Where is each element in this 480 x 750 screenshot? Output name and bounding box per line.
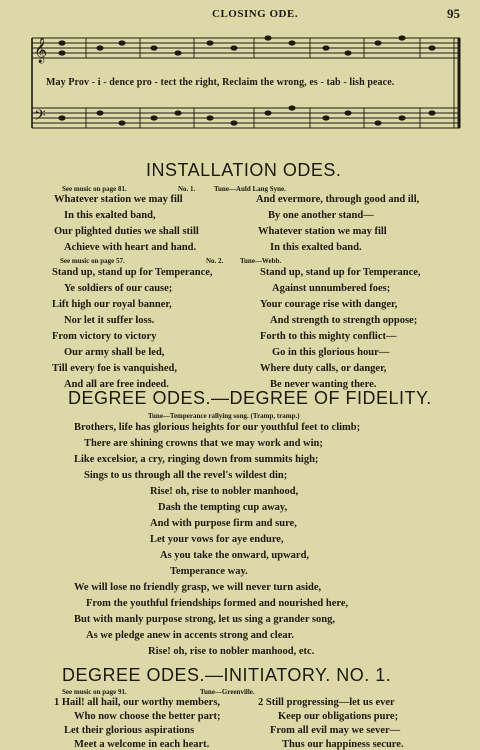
initiatory-right-line-4: Thus our happiness secure. (282, 739, 404, 750)
fidelity-title: DEGREE ODES.—DEGREE OF FIDELITY. (68, 388, 432, 408)
installation-title: INSTALLATION ODES. (146, 160, 342, 180)
no1-right-line-3: Whatever station we may fill (258, 226, 387, 237)
no2-left-line-4: Nor let it suffer loss. (64, 315, 155, 326)
initiatory-left-line-2: Who now choose the better part; (74, 711, 221, 722)
running-title: CLOSING ODE. (212, 8, 299, 20)
initiatory-right-line-2: Keep our obligations pure; (278, 711, 399, 722)
fidelity-line-9: As you take the onward, upward, (160, 550, 310, 561)
no2-left-line-8: And all are free indeed. (64, 379, 169, 390)
svg-text:𝄞: 𝄞 (34, 38, 48, 63)
fidelity-line-4: Sings to us through all the revel's wildest din; (84, 470, 288, 481)
initiatory-title: DEGREE ODES.—INITIATORY. NO. 1. (62, 665, 392, 685)
initiatory-left-line-3: Let their glorious aspirations (64, 725, 195, 736)
no1-left-line-3: Our plighted duties we shall still (54, 226, 199, 237)
page-number: 95 (447, 6, 460, 21)
music-score (28, 26, 464, 148)
initiatory-left-line-1: 1 Hail! all hail, our worthy members, (54, 697, 221, 708)
no2-right-line-7: Where duty calls, or danger, (260, 363, 387, 374)
fidelity-line-7: And with purpose firm and sure, (150, 518, 297, 529)
no1-see-music: See music on page 81. (62, 185, 127, 193)
fidelity-line-10: Temperance way. (170, 566, 248, 577)
fidelity-line-13: But with manly purpose strong, let us sing a grander song, (74, 614, 335, 625)
no2-right-line-4: And strength to strength oppose; (270, 315, 418, 326)
no1-number: No. 1. (178, 185, 196, 193)
no2-right-line-8: Be never wanting there. (270, 379, 377, 390)
no2-left-line-7: Till every foe is vanquished, (52, 363, 177, 374)
fidelity-line-8: Let your vows for aye endure, (150, 534, 284, 545)
no2-right-line-2: Against unnumbered foes; (272, 283, 391, 294)
initiatory-left-line-4: Meet a welcome in each heart. (74, 739, 210, 750)
no2-right-line-1: Stand up, stand up for Temperance, (260, 267, 421, 278)
fidelity-line-3: Like excelsior, a cry, ringing down from summits high; (74, 454, 319, 465)
no2-right-line-6: Go in this glorious hour— (272, 347, 390, 358)
fidelity-line-12: From the youthful friendships formed and nourished here, (86, 598, 349, 609)
no1-left-line-2: In this exalted band, (64, 210, 156, 221)
fidelity-line-1: Brothers, life has glorious heights for our youthful feet to climb; (74, 422, 361, 433)
no1-right-line-2: By one another stand— (268, 210, 374, 221)
no2-right-line-3: Your courage rise with danger, (260, 299, 398, 310)
svg-text:𝄢: 𝄢 (34, 107, 46, 128)
fidelity-line-11: We will lose no friendly grasp, we will never turn aside, (74, 582, 322, 593)
fidelity-line-6: Dash the tempting cup away, (158, 502, 288, 513)
fidelity-line-14: As we pledge anew in accents strong and clear. (86, 630, 294, 641)
no1-right-line-4: In this exalted band. (270, 242, 362, 253)
no2-number: No. 2. (206, 257, 224, 265)
initiatory-see-music: See music on page 91. (62, 688, 127, 696)
no2-right-line-5: Forth to this mighty conflict— (260, 331, 397, 342)
fidelity-line-15: Rise! oh, rise to nobler manhood, etc. (148, 646, 315, 657)
no2-see-music: See music on page 57. (60, 257, 125, 265)
fidelity-line-5: Rise! oh, rise to nobler manhood, (150, 486, 299, 497)
fidelity-tune: Tune—Temperance rallying song. (Tramp, tramp.) (148, 412, 300, 420)
no2-left-line-6: Our army shall be led, (64, 347, 165, 358)
page-header (0, 6, 480, 22)
no2-left-line-5: From victory to victory (52, 331, 157, 342)
no1-left-line-4: Achieve with heart and hand. (64, 242, 197, 253)
no2-tune: Tune—Webb. (240, 257, 282, 265)
no1-right-line-1: And evermore, through good and ill, (256, 194, 420, 205)
initiatory-right-line-3: From all evil may we sever— (270, 725, 401, 736)
no1-tune: Tune—Auld Lang Syne. (214, 185, 286, 193)
initiatory-right-line-1: 2 Still progressing—let us ever (258, 697, 395, 708)
no2-left-line-3: Lift high our royal banner, (52, 299, 172, 310)
initiatory-tune: Tune—Greenville. (200, 688, 255, 696)
no1-left-line-1: Whatever station we may fill (54, 194, 183, 205)
fidelity-line-2: There are shining crowns that we may work and win; (84, 438, 323, 449)
music-lyric: May Prov - i - dence pro - tect the right, Reclaim the wrong, es - tab - lish peace. (46, 77, 395, 88)
no2-left-line-1: Stand up, stand up for Temperance, (52, 267, 213, 278)
no2-left-line-2: Ye soldiers of our cause; (64, 283, 173, 294)
